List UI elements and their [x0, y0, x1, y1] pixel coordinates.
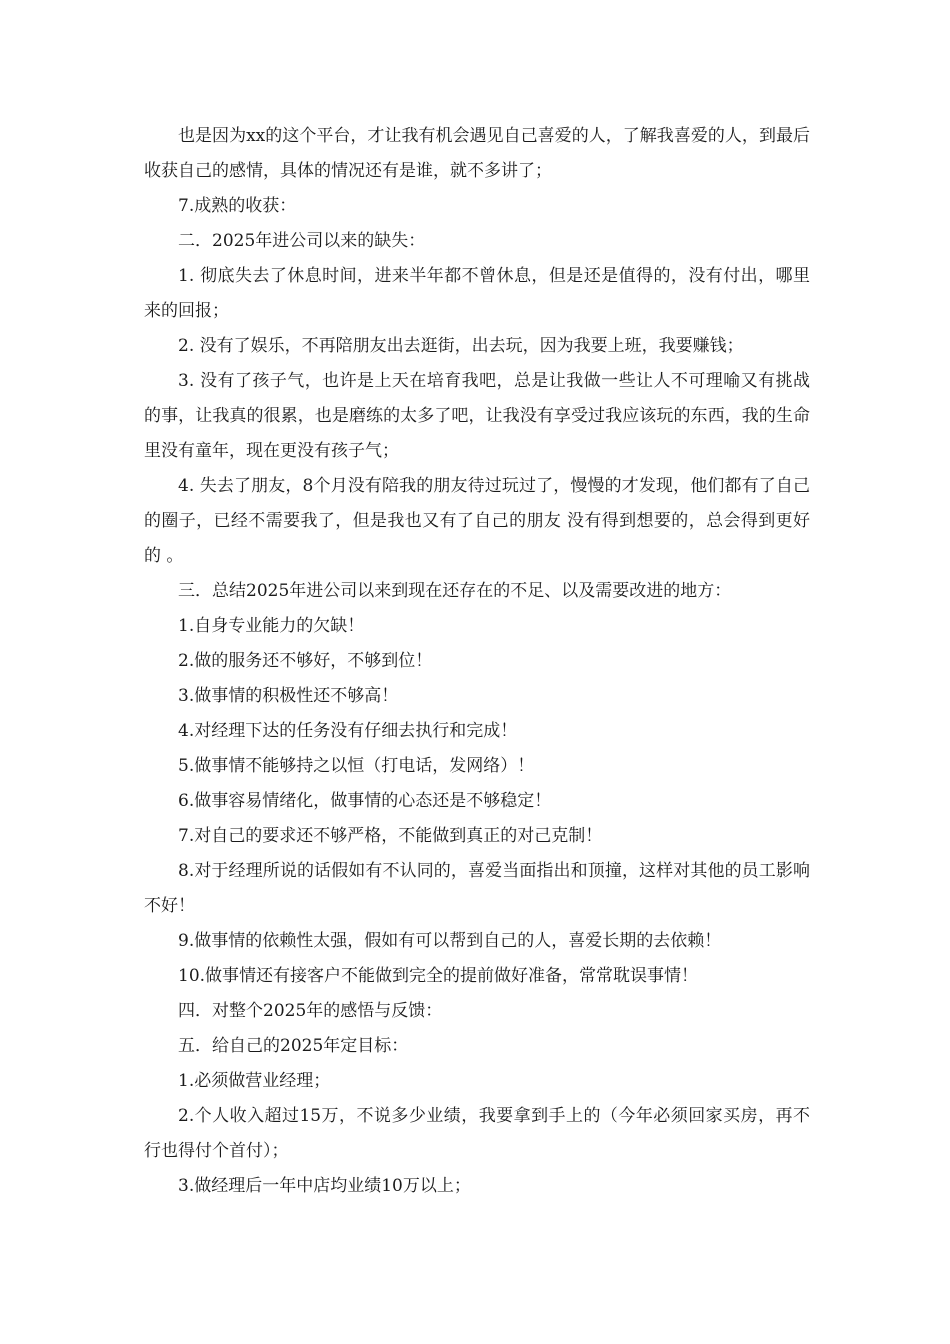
list-item: 7.对自己的要求还不够严格，不能做到真正的对己克制！	[178, 826, 603, 846]
list-item: 8.对于经理所说的话假如有不认同的，喜爱当面指出和顶撞，这样对其他的员工影响不好！	[144, 861, 810, 916]
document-body	[144, 119, 810, 1204]
list-item: 4.对经理下达的任务没有仔细去执行和完成！	[178, 721, 518, 741]
section-heading-5: 五．给自己的2025年定目标：	[178, 1036, 409, 1056]
list-item: 1.自身专业能力的欠缺！	[178, 616, 365, 636]
paragraph-6: 3. 没有了孩子气，也许是上天在培育我吧，总是让我做一些让人不可理喻又有挑战的事，让我真的很累，也是磨练的太多了吧，让我没有享受过我应该玩的东西，我的生命里没有童年，现在更没有孩子气；	[144, 371, 810, 461]
section-heading-3: 三．总结2025年进公司以来到现在还存在的不足、以及需要改进的地方：	[178, 581, 732, 601]
list-item: 1.必须做营业经理；	[178, 1071, 331, 1091]
section-heading-2: 二．2025年进公司以来的缺失：	[178, 231, 426, 251]
list-item: 2.个人收入超过15万，不说多少业绩，我要拿到手上的（今年必须回家买房，再不行也得付个首付）；	[144, 1106, 810, 1161]
list-item: 5.做事情不能够持之以恒（打电话，发网络）！	[178, 756, 535, 776]
list-item: 3.做经理后一年中店均业绩10万以上；	[178, 1176, 471, 1196]
paragraph-2: 7.成熟的收获：	[178, 196, 297, 216]
list-item: 3.做事情的积极性还不够高！	[178, 686, 399, 706]
section-heading-4: 四．对整个2025年的感悟与反馈：	[178, 1001, 443, 1021]
paragraph-7: 4. 失去了朋友，8个月没有陪我的朋友待过玩过了，慢慢的才发现，他们都有了自己的圈子，已经不需要我了，但是我也又有了自己的朋友 没有得到想要的，总会得到更好的 。	[144, 476, 810, 566]
paragraph-1: 也是因为xx的这个平台，才让我有机会遇见自己喜爱的人，了解我喜爱的人，到最后收获自己的感情，具体的情况还有是谁，就不多讲了；	[144, 126, 810, 181]
list-item: 2.做的服务还不够好，不够到位！	[178, 651, 433, 671]
list-item: 10.做事情还有接客户不能做到完全的提前做好准备，常常耽误事情！	[178, 966, 699, 986]
paragraph-4: 1. 彻底失去了休息时间，进来半年都不曾休息，但是还是值得的，没有付出，哪里来的回报；	[144, 266, 810, 321]
list-item: 6.做事容易情绪化，做事情的心态还是不够稳定！	[178, 791, 552, 811]
paragraph-5: 2. 没有了娱乐，不再陪朋友出去逛街，出去玩，因为我要上班，我要赚钱；	[178, 336, 744, 356]
list-item: 9.做事情的依赖性太强，假如有可以帮到自己的人，喜爱长期的去依赖！	[178, 931, 722, 951]
